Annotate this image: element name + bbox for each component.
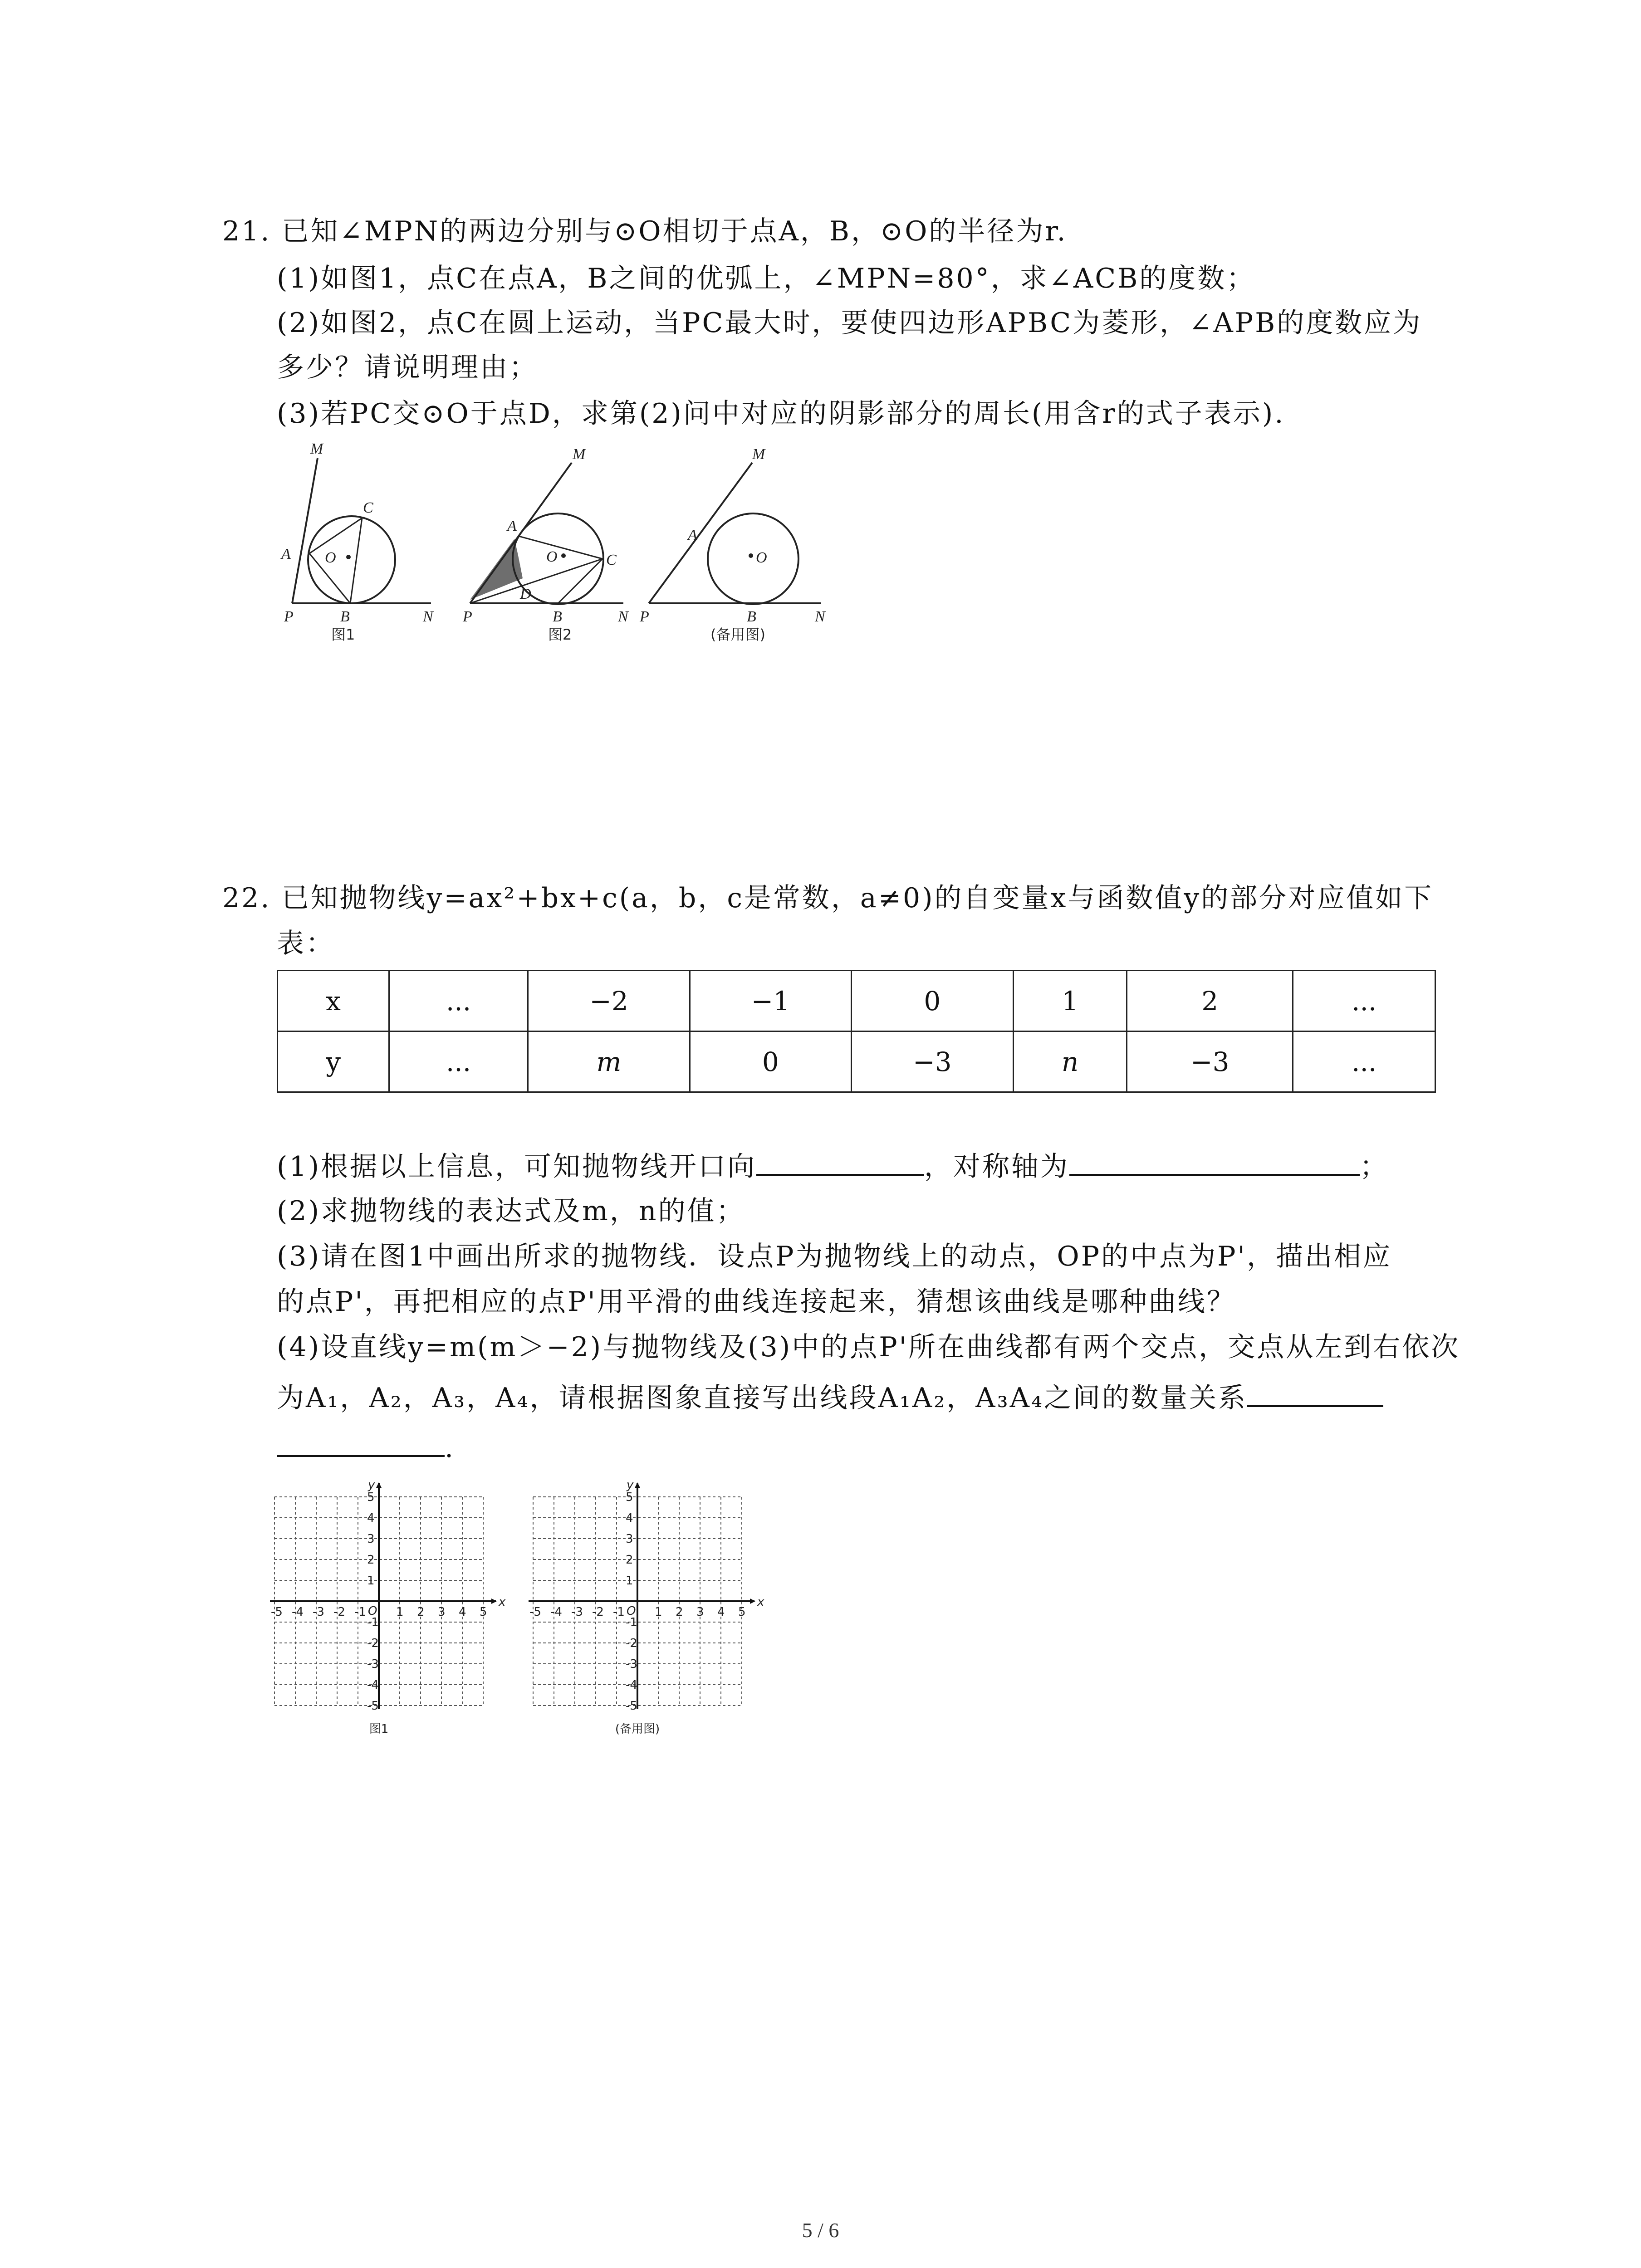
q22-grid-figure-spare — [531, 1465, 785, 1746]
q21-part2-b: 多少？请说明理由； — [277, 352, 538, 383]
label-M-2: M — [573, 446, 586, 463]
table-cell: ... — [389, 1031, 528, 1092]
table-cell: −1 — [690, 971, 851, 1031]
y-tick-label: 5 — [626, 1491, 633, 1504]
label-O-2: O — [546, 548, 558, 565]
x-axis-label: x — [499, 1595, 506, 1609]
label-O-3: O — [756, 549, 767, 566]
table-cell: 0 — [690, 1031, 851, 1092]
y-tick-label: -2 — [626, 1637, 637, 1650]
answer-blank-axis[interactable] — [1069, 1148, 1360, 1176]
y-tick-label: -1 — [367, 1616, 379, 1629]
y-tick-label: 4 — [626, 1511, 633, 1525]
x-tick-label: -5 — [529, 1605, 541, 1619]
y-axis-arrow — [635, 1482, 640, 1488]
label-P-3: P — [640, 608, 649, 625]
q22-part1-b: ，对称轴为 — [924, 1151, 1069, 1183]
label-P-2: P — [463, 608, 472, 625]
y-tick-label: -4 — [626, 1678, 637, 1692]
x-tick-label: -3 — [571, 1605, 583, 1619]
y-tick-label: 1 — [626, 1574, 633, 1588]
label-M: M — [310, 440, 323, 457]
q22-part3-b: 的点P'，再把相应的点P'用平滑的曲线连接起来，猜想该曲线是哪种曲线？ — [277, 1286, 1236, 1318]
y-axis-label: y — [627, 1478, 634, 1492]
y-axis-arrow — [376, 1482, 382, 1488]
x-tick-label: -2 — [592, 1605, 604, 1619]
x-tick-label: 5 — [480, 1605, 487, 1619]
q22-part1-c: ； — [1360, 1151, 1389, 1183]
q21-figure-2 — [462, 446, 629, 643]
table-cell: ... — [1293, 971, 1435, 1031]
label-N: N — [423, 608, 433, 625]
y-tick-label: 1 — [367, 1574, 375, 1588]
x-tick-label: -5 — [271, 1605, 283, 1619]
y-tick-label: -2 — [367, 1637, 379, 1650]
label-B-3: B — [747, 608, 756, 625]
q21-stem-text: 已知∠MPN的两边分别与⊙O相切于点A，B，⊙O的半径为r. — [281, 215, 1068, 247]
q21-part1: (1)如图1，点C在点A，B之间的优弧上，∠MPN=80°，求∠ACB的度数； — [277, 263, 1256, 294]
x-axis-arrow — [750, 1598, 755, 1604]
x-tick-label: 1 — [396, 1605, 404, 1619]
y-tick-label: 3 — [626, 1532, 633, 1546]
x-tick-label: -1 — [354, 1605, 366, 1619]
q21-stem — [222, 213, 1068, 249]
x-axis-label: x — [757, 1595, 764, 1609]
x-tick-label: -4 — [550, 1605, 562, 1619]
y-tick-label: -5 — [626, 1699, 637, 1713]
table-cell: x — [278, 971, 389, 1031]
label-A-3: A — [688, 527, 697, 543]
x-tick-label: -3 — [313, 1605, 324, 1619]
label-D-2: D — [520, 586, 531, 602]
table-cell: ... — [389, 971, 528, 1031]
x-tick-label: 4 — [717, 1605, 725, 1619]
x-tick-label: 5 — [738, 1605, 746, 1619]
table-cell: −2 — [528, 971, 690, 1031]
label-B-2: B — [553, 608, 562, 625]
caption-fig2: 图2 — [548, 626, 572, 643]
x-tick-label: -4 — [292, 1605, 304, 1619]
q22-stem-a — [222, 880, 1433, 916]
q22-stem-text: 已知抛物线y=ax²+bx+c(a，b，c是常数，a≠0)的自变量x与函数值y的部分对应值如下 — [281, 882, 1434, 914]
table-cell: m — [528, 1031, 690, 1092]
q22-part1-a: (1)根据以上信息，可知抛物线开口向 — [277, 1151, 756, 1183]
table-cell: 2 — [1127, 971, 1293, 1031]
x-tick-label: -1 — [613, 1605, 625, 1619]
y-tick-label: 5 — [367, 1491, 375, 1504]
q22-part1 — [277, 1148, 1389, 1185]
x-tick-label: 1 — [655, 1605, 662, 1619]
grid-caption: (备用图) — [615, 1722, 660, 1736]
label-M-3: M — [752, 446, 765, 463]
q21-figures — [272, 440, 844, 658]
q21-number: 21. — [222, 215, 271, 247]
y-tick-label: -1 — [626, 1616, 637, 1629]
y-tick-label: 2 — [626, 1553, 633, 1567]
x-tick-label: 2 — [676, 1605, 683, 1619]
answer-blank-relation-cont[interactable] — [277, 1429, 445, 1457]
q22-grid-figure-1 — [272, 1465, 526, 1746]
label-A: A — [281, 546, 291, 562]
q22-part2: (2)求抛物线的表达式及m，n的值； — [277, 1195, 745, 1227]
x-tick-label: 3 — [696, 1605, 704, 1619]
x-tick-label: 3 — [438, 1605, 446, 1619]
table-row-y — [278, 1031, 1435, 1092]
y-axis-label: y — [368, 1478, 375, 1492]
table-row-x — [278, 971, 1435, 1031]
table-cell: n — [1013, 1031, 1127, 1092]
table-cell: −3 — [1127, 1031, 1293, 1092]
y-tick-label: -4 — [367, 1678, 379, 1692]
y-tick-label: -5 — [367, 1699, 379, 1713]
y-tick-label: 2 — [367, 1553, 375, 1567]
q22-stem-b: 表： — [277, 928, 335, 959]
q21-figure-1 — [280, 440, 434, 643]
y-tick-label: -3 — [626, 1657, 637, 1671]
label-B: B — [340, 608, 350, 625]
q21-part2-a: (2)如图2，点C在圆上运动，当PC最大时，要使四边形APBC为菱形，∠APB的度数应为 — [277, 307, 1422, 339]
x-tick-label: 4 — [459, 1605, 466, 1619]
q21-figure-spare — [639, 446, 826, 643]
q22-part4-b — [277, 1379, 1383, 1416]
q22-part4-end — [277, 1429, 455, 1466]
origin-label: O — [627, 1604, 636, 1618]
q22-part4-a: (4)设直线y=m(m＞−2)与抛物线及(3)中的点P'所在曲线都有两个交点，交点从左到右依次 — [277, 1331, 1460, 1363]
label-A-2: A — [507, 518, 517, 534]
label-C-2: C — [606, 552, 617, 568]
page-number: 5 / 6 — [802, 2219, 839, 2242]
q22-part3-a: (3)请在图1中画出所求的抛物线．设点P为抛物线上的动点，OP的中点为P'，描出相应 — [277, 1241, 1392, 1272]
label-N-3: N — [815, 608, 825, 625]
table-cell: y — [278, 1031, 389, 1092]
grid-caption: 图1 — [369, 1722, 389, 1736]
q22-value-table — [277, 970, 1436, 1093]
q22-number: 22. — [222, 882, 271, 914]
label-O: O — [325, 549, 336, 566]
q22-part4-b-text: 为A₁，A₂，A₃，A₄，请根据图象直接写出线段A₁A₂，A₃A₄之间的数量关系 — [277, 1382, 1248, 1414]
caption-fig1: 图1 — [331, 626, 355, 643]
answer-blank-relation[interactable] — [1247, 1379, 1383, 1407]
label-P: P — [284, 608, 294, 625]
q21-part3: (3)若PC交⊙O于点D，求第(2)问中对应的阴影部分的周长(用含r的式子表示). — [277, 398, 1285, 430]
y-tick-label: 4 — [367, 1511, 375, 1525]
x-tick-label: -2 — [333, 1605, 345, 1619]
caption-spare: (备用图) — [710, 626, 765, 643]
table-cell: ... — [1293, 1031, 1435, 1092]
origin-label: O — [368, 1604, 377, 1618]
table-cell: 1 — [1013, 971, 1127, 1031]
x-axis-arrow — [491, 1598, 497, 1604]
label-N-2: N — [618, 608, 628, 625]
y-tick-label: -3 — [367, 1657, 379, 1671]
table-cell: −3 — [851, 1031, 1013, 1092]
x-tick-label: 2 — [417, 1605, 425, 1619]
q22-part4-end-text: . — [445, 1432, 456, 1464]
table-cell: 0 — [851, 971, 1013, 1031]
y-tick-label: 3 — [367, 1532, 375, 1546]
answer-blank-open-direction[interactable] — [756, 1148, 924, 1176]
label-C: C — [363, 499, 373, 516]
